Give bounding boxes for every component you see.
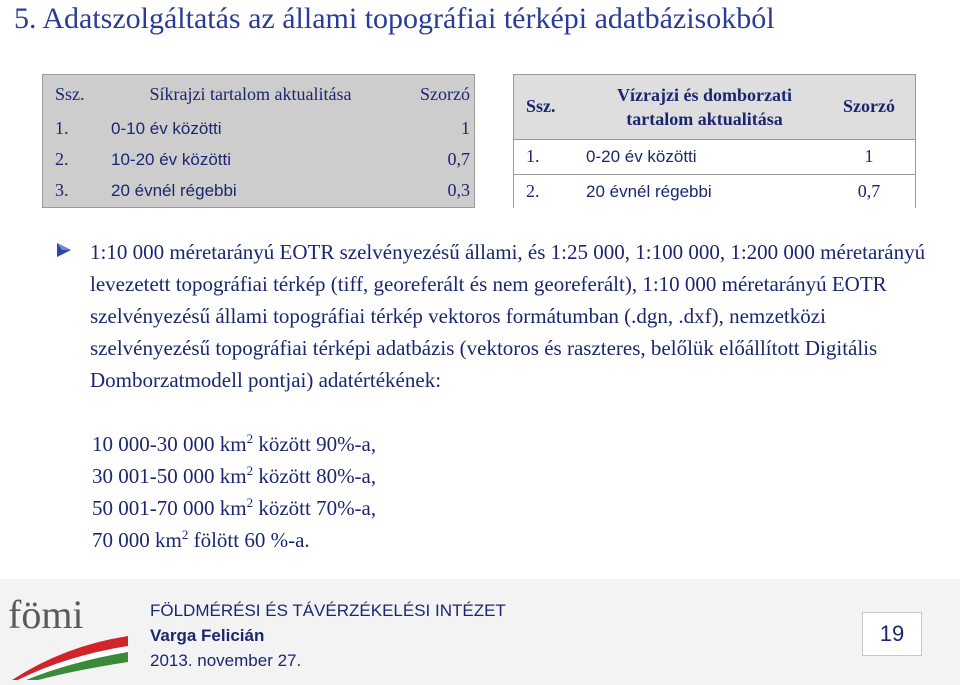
cell-multiplier: 1 [864,146,874,166]
page-title: 5. Adatszolgáltatás az állami topográfiai térképi adatbázisokból [14,2,775,35]
header-multiplier: Szorzó [843,96,895,117]
fomi-logo [4,588,132,680]
table-row [43,113,474,144]
list-item: 30 001-50 000 $km^2$ között 80%-a, [92,463,377,488]
table-row [43,175,474,206]
footer-text [150,598,506,673]
page-number: 19 [862,612,922,656]
institute-name: FÖLDMÉRÉSI ÉS TÁVÉRZÉKELÉSI INTÉZET [150,601,506,620]
author-name: Varga Felicián [150,626,265,645]
cell-ssz: 1. [55,118,69,138]
list-item: 10 000-30 000 $km^2$ között 90%-a, [92,431,377,456]
list-item: 70 000 $km^2$ fölött 60 %-a. [92,527,310,552]
table-hydro-relief [513,74,916,208]
cell-content: 20 évnél régebbi [586,181,712,201]
cell-ssz: 3. [55,180,69,200]
table-row [514,139,915,174]
cell-ssz: 2. [55,149,69,169]
cell-content: 0-10 év közötti [111,118,222,138]
cell-ssz: 1. [526,146,540,166]
header-ssz: Ssz. [55,83,85,104]
arrow-bullet-icon [56,242,72,258]
area-list [92,428,376,556]
table-row [43,144,474,175]
cell-multiplier: 0,3 [447,180,470,200]
table-header-row [514,75,915,139]
cell-content: 10-20 év közötti [111,149,232,169]
header-content: Síkrajzi tartalom aktualitása [149,83,352,104]
header-content: Vízrajzi és domborzati tartalom aktualitása [617,84,792,129]
table-header-row [43,75,474,113]
cell-content: 20 évnél régebbi [111,180,237,200]
cell-multiplier: 0,7 [447,149,470,169]
list-item: 50 001-70 000 $km^2$ között 70%-a, [92,495,377,520]
table-row [514,174,915,209]
logo-text: fömi [8,592,84,637]
bullet-text: 1:10 000 méretarányú EOTR szelvényezésű állami, és 1:25 000, 1:100 000, 1:200 000 méretarányú levezetett topográfiai térkép (tiff, georeferált és nem georeferált), 1:10 000 méretarányú EOTR szelvényezésű állami topográfiai térkép vektoros formátumban (.dgn, .dxf), nemzetközi szelvényezésű topográfiai térképi adatbázis (vektoros és raszteres, belőlük előállított Digitális Domborzatmodell pontjai) adatértékének: [90,240,926,392]
header-multiplier: Szorzó [420,83,470,104]
header-ssz: Ssz. [526,96,556,117]
date: 2013. november 27. [150,651,302,670]
cell-ssz: 2. [526,181,540,201]
cell-multiplier: 0,7 [857,181,881,201]
cell-content: 0-20 év közötti [586,146,697,166]
table-planimetry [42,74,475,208]
cell-multiplier: 1 [461,118,470,138]
